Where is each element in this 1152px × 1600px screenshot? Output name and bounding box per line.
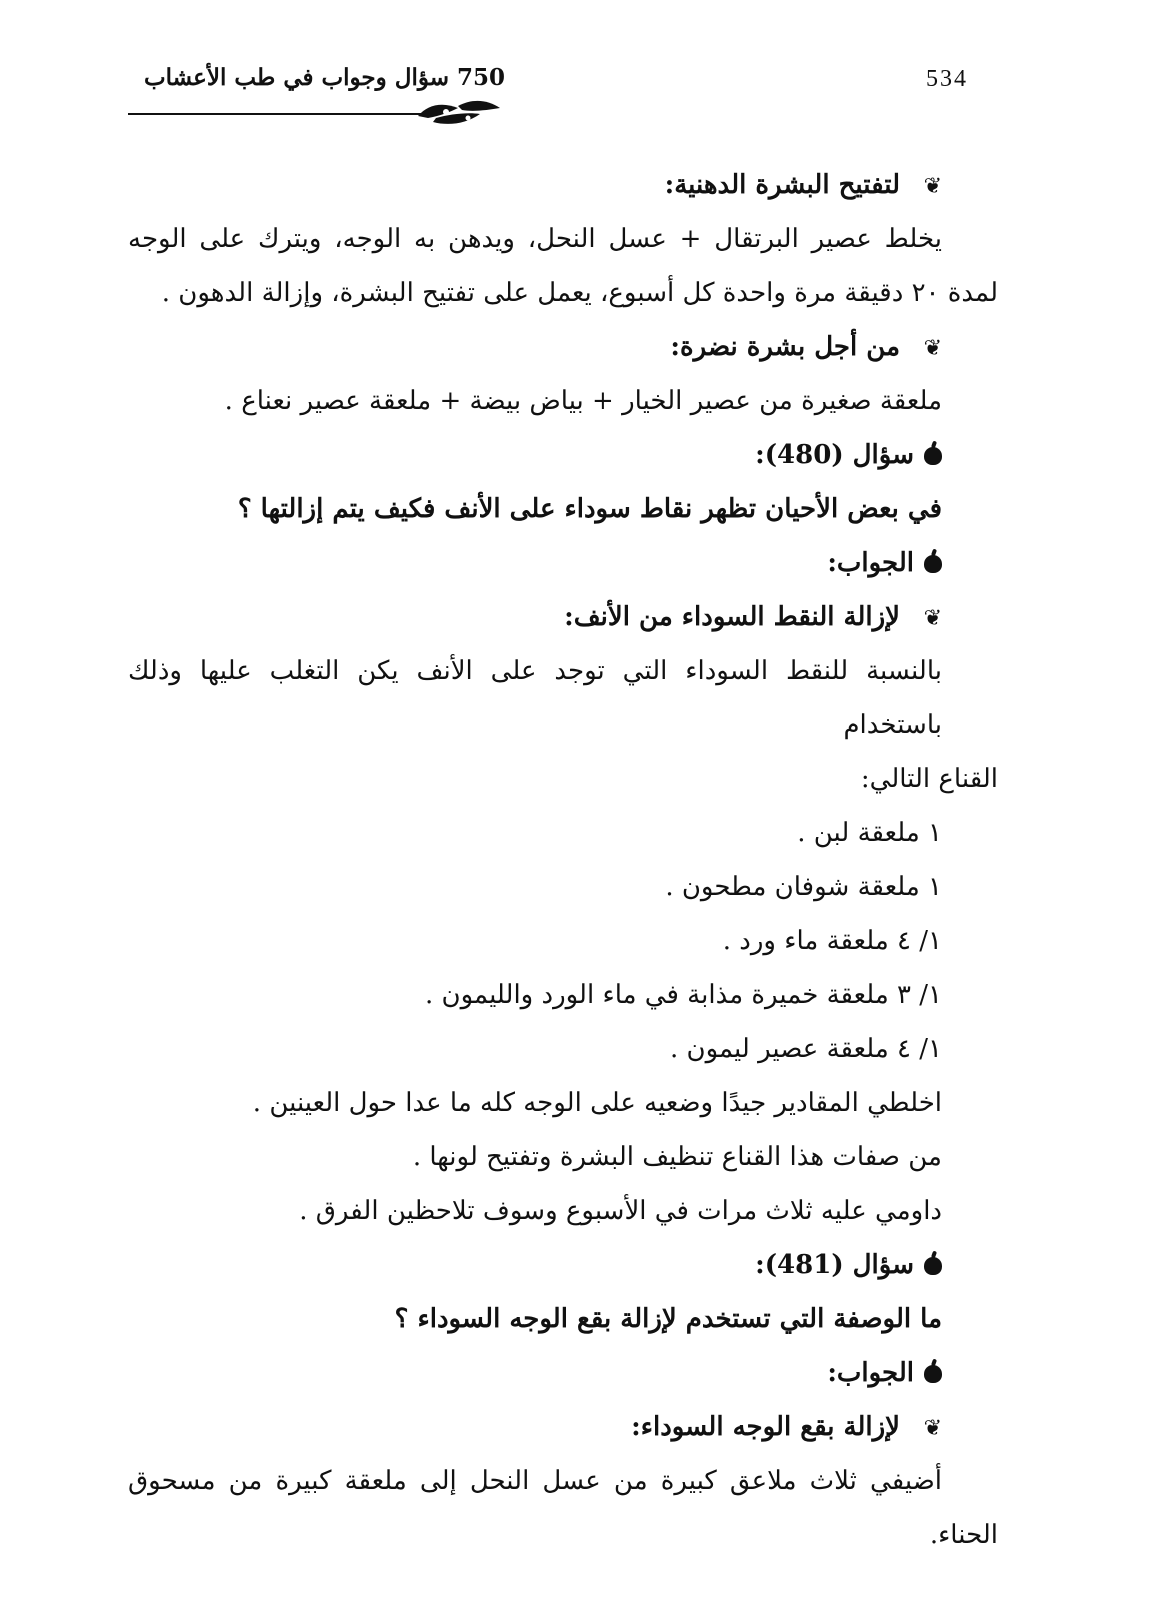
heading-text: من أجل بشرة نضرة: <box>670 332 900 362</box>
answer-text: الجواب: <box>827 1358 914 1388</box>
answer-label <box>128 536 998 590</box>
leaf-bullet-icon: ❦ <box>923 336 942 361</box>
question-480-text: في بعض الأحيان تظهر نقاط سوداء على الأنف فكيف يتم إزالتها ؟ <box>237 494 942 524</box>
answer-text: الجواب: <box>827 548 914 578</box>
ingredient-item: ١ ملعقة لبن . <box>797 818 942 848</box>
book-title: 750 سؤال وجواب في طب الأعشاب <box>144 64 506 91</box>
ingredient-item: ١/ ٣ ملعقة خميرة مذابة في ماء الورد والليمون . <box>424 980 942 1010</box>
paragraph-line: لمدة ٢٠ دقيقة مرة واحدة كل أسبوع، يعمل على تفتيح البشرة، وإزالة الدهون . <box>161 278 998 308</box>
question-481-text: ما الوصفة التي تستخدم لإزالة بقع الوجه السوداء ؟ <box>394 1304 942 1334</box>
question-480-label <box>128 428 998 482</box>
question-label: سؤال (480): <box>755 440 914 470</box>
ingredient-item: ١ ملعقة شوفان مطحون . <box>665 872 942 902</box>
paragraph-line: القناع التالي: <box>860 764 998 794</box>
apple-bullet-icon <box>924 1365 942 1383</box>
heading-oily-skin <box>128 158 998 212</box>
heading-fresh-skin <box>128 320 998 374</box>
paragraph-line: ملعقة صغيرة من عصير الخيار + بياض بيضة + ملعقة عصير نعناع . <box>224 386 942 416</box>
heading-text: لتفتيح البشرة الدهنية: <box>664 170 900 200</box>
leaf-bullet-icon: ❦ <box>923 1416 942 1441</box>
apple-bullet-icon <box>924 555 942 573</box>
answer-label <box>128 1346 998 1400</box>
paragraph-line: من صفات هذا القناع تنظيف البشرة وتفتيح لونها . <box>412 1142 942 1172</box>
apple-bullet-icon <box>924 447 942 465</box>
heading-dark-spots <box>128 1400 998 1454</box>
paragraph-line: الحناء. <box>929 1520 998 1550</box>
question-481-label <box>128 1238 998 1292</box>
heading-text: لإزالة النقط السوداء من الأنف: <box>564 602 900 632</box>
question-label: سؤال (481): <box>755 1250 914 1280</box>
ingredient-item: ١/ ٤ ملعقة عصير ليمون . <box>669 1034 942 1064</box>
heading-blackheads <box>128 590 998 644</box>
apple-bullet-icon <box>924 1257 942 1275</box>
heading-text: لإزالة بقع الوجه السوداء: <box>631 1412 900 1442</box>
paragraph-line: يخلط عصير البرتقال + عسل النحل، ويدهن به الوجه، ويترك على الوجه <box>128 224 942 254</box>
paragraph-line: اخلطي المقادير جيدًا وضعيه على الوجه كله ما عدا حول العينين . <box>252 1088 942 1118</box>
page-content <box>128 158 998 1562</box>
page-number: 534 <box>926 66 968 92</box>
paragraph-line: داومي عليه ثلاث مرات في الأسبوع وسوف تلاحظين الفرق . <box>299 1196 942 1226</box>
leaf-bullet-icon: ❦ <box>923 174 942 199</box>
header-ornament <box>128 94 508 134</box>
paragraph-line: بالنسبة للنقط السوداء التي توجد على الأنف يكن التغلب عليها وذلك باستخدام <box>128 656 942 740</box>
page-header <box>140 58 980 138</box>
leaf-bullet-icon: ❦ <box>923 606 942 631</box>
ingredient-item: ١/ ٤ ملعقة ماء ورد . <box>722 926 942 956</box>
paragraph-line: أضيفي ثلاث ملاعق كبيرة من عسل النحل إلى ملعقة كبيرة من مسحوق <box>128 1466 942 1496</box>
